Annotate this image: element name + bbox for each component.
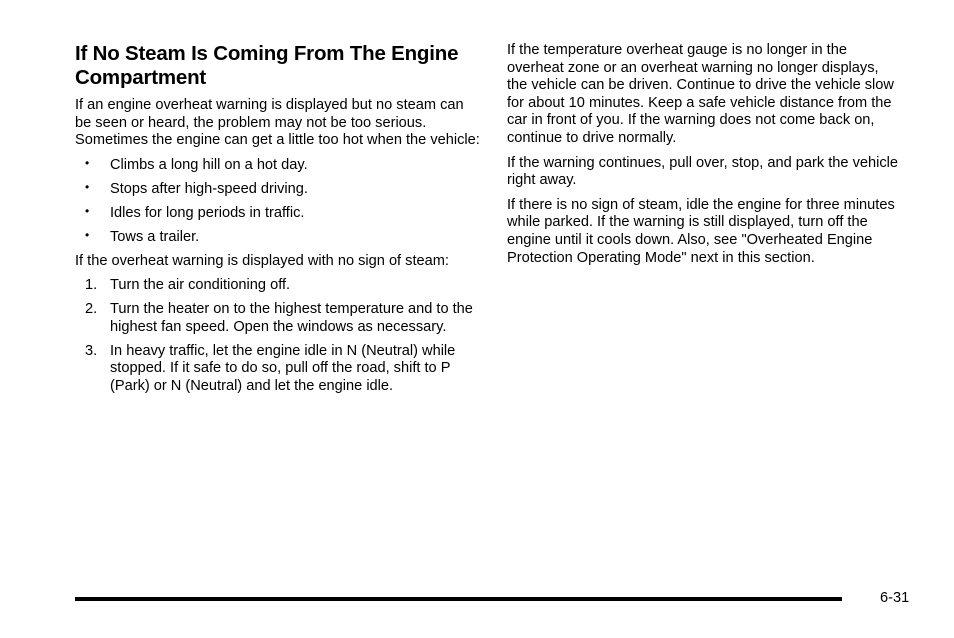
footer-rule (75, 597, 842, 601)
bullet-icon: • (85, 227, 90, 242)
left-column (75, 42, 480, 402)
page-number: 6-31 (880, 590, 910, 606)
warning-continues-paragraph: If the warning continues, pull over, stop, and park the vehicle right away. (507, 154, 899, 189)
steps-list (75, 277, 480, 395)
list-item-text: Climbs a long hill on a hot day. (110, 156, 308, 173)
list-item (75, 181, 480, 199)
bullet-icon: • (85, 179, 90, 194)
list-item-text: Tows a trailer. (110, 228, 200, 245)
section-heading: If No Steam Is Coming From The Engine Compartment (75, 42, 459, 89)
bullet-icon: • (85, 155, 90, 170)
right-column (507, 42, 899, 274)
step-text: In heavy traffic, let the engine idle in N (Neutral) while stopped. If it safe to do so, pull off the road, shift to P (Park) or N (Neutral) and let the engine idle. (110, 342, 456, 395)
no-steam-paragraph: If the overheat warning is displayed with no sign of steam: (75, 252, 449, 269)
step-text: Turn the heater on to the highest temperature and to the highest fan speed. Open the windows as necessary. (110, 301, 473, 335)
step-text: Turn the air conditioning off. (110, 277, 291, 294)
list-item-text: Stops after high-speed driving. (110, 180, 308, 197)
idle-engine-paragraph: If there is no sign of steam, idle the engine for three minutes while parked. If the warning is still displayed, turn off the engine until it cools down. Also, see "Overheated Engine Protection Operating Mode" next in this section. (507, 196, 895, 266)
condition-list (75, 157, 480, 247)
list-item-text: Idles for long periods in traffic. (110, 204, 305, 221)
bullet-icon: • (85, 203, 90, 218)
list-item (75, 229, 480, 247)
step-item (75, 301, 480, 336)
list-item (75, 157, 480, 175)
gauge-paragraph: If the temperature overheat gauge is no longer in the overheat zone or an overheat warning no longer displays, the vehicle can be driven. Continue to drive the vehicle slow for about 10 minutes. Keep a safe vehicle distance from the car in front of you. If the warning does not come back on, continue to drive normally. (507, 42, 894, 146)
step-number: 2. (85, 301, 98, 318)
step-number: 1. (85, 277, 98, 294)
step-item (75, 277, 480, 295)
step-number: 3. (85, 342, 98, 359)
list-item (75, 205, 480, 223)
step-item (75, 343, 480, 396)
intro-paragraph: If an engine overheat warning is displayed but no steam can be seen or heard, the problem may not be too serious. Sometimes the engine can get a little too hot when the vehicle: (75, 97, 480, 149)
